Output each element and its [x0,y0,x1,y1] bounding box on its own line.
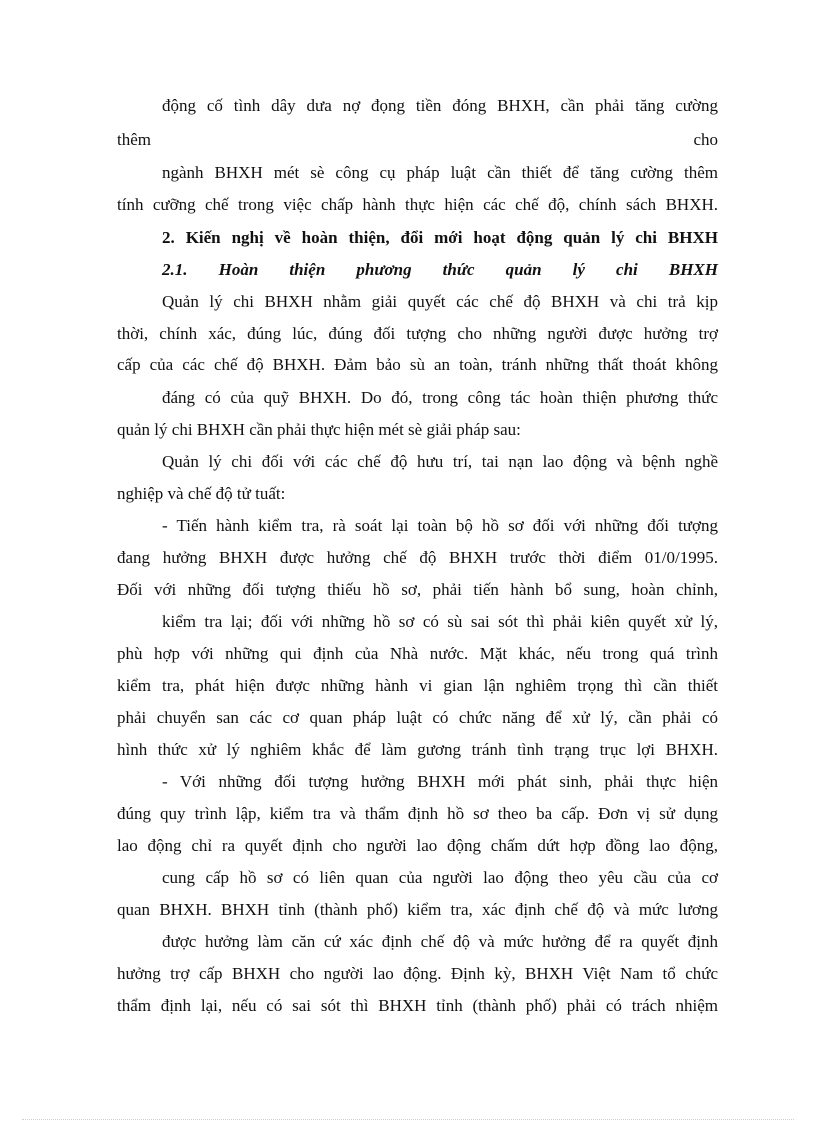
section-heading: 2. Kiến nghị về hoàn thiện, đổi mới hoạt động quản lý chi BHXH [162,228,718,247]
text-line: nghiệp và chế độ tử tuất: [117,484,286,503]
footer-divider [22,1119,794,1120]
text-line: Đối với những đối tượng thiếu hồ sơ, phải tiến hành bổ sung, hoàn chỉnh, [117,580,718,599]
text-line: kiểm tra lại; đối với những hồ sơ có sù sai sót thì phải kiên quyết xử lý, [162,612,718,631]
text-line: lao động chỉ ra quyết định cho người lao động chấm dứt hợp đồng lao động, [117,836,718,855]
text-line: Quản lý chi BHXH nhằm giải quyết các chế độ BHXH và chi trả kịp [162,292,718,311]
text-line: đúng quy trình lập, kiểm tra và thẩm định hồ sơ theo ba cấp. Đơn vị sử dụng [117,804,718,823]
text-line: hình thức xử lý nghiêm khắc để làm gương tránh tình trạng trục lợi BHXH. [117,740,718,759]
text-line: cấp của các chế độ BHXH. Đảm bảo sù an toàn, tránh những thất thoát không [117,355,718,374]
text-line: đáng có của quỹ BHXH. Do đó, trong công tác hoàn thiện phương thức [162,388,718,407]
subsection-heading: 2.1. Hoàn thiện phương thức quản lý chi BHXH [162,260,718,279]
text-line: kiểm tra, phát hiện được những hành vi gian lận nghiêm trọng thì cần thiết [117,676,718,695]
text-line: quan BHXH. BHXH tỉnh (thành phố) kiểm tra, xác định chế độ và mức lương [117,900,718,919]
text-line: - Tiến hành kiểm tra, rà soát lại toàn bộ hồ sơ đối với những đối tượng [162,516,718,535]
text-line: hưởng trợ cấp BHXH cho người lao động. Định kỳ, BHXH Việt Nam tổ chức [117,964,718,983]
text-line: quản lý chi BHXH cần phải thực hiện mét sè giải pháp sau: [117,420,521,439]
text-line: động cố tình dây dưa nợ đọng tiền đóng BHXH, cần phải tăng cường [162,96,718,115]
text-line: Quản lý chi đối với các chế độ hưu trí, tai nạn lao động và bệnh nghề [162,452,718,471]
text-line: được hưởng làm căn cứ xác định chế độ và mức hưởng để ra quyết định [162,932,718,951]
text-line: phải chuyển san các cơ quan pháp luật có chức năng để xử lý, cần phải có [117,708,718,727]
text-line: tính cưỡng chế trong việc chấp hành thực hiện các chế độ, chính sách BHXH. [117,195,718,214]
text-line: thời, chính xác, đúng lúc, đúng đối tượng cho những người được hưởng trợ [117,324,718,343]
text-line: đang hưởng BHXH được hưởng chế độ BHXH trước thời điểm 01/0/1995. [117,548,718,567]
text-line: thêm cho [117,130,718,149]
text-line: cung cấp hồ sơ có liên quan của người lao động theo yêu cầu của cơ [162,868,718,887]
text-line: thẩm định lại, nếu có sai sót thì BHXH tỉnh (thành phố) phải có trách nhiệm [117,996,718,1015]
text-line: ngành BHXH mét sè công cụ pháp luật cần thiết để tăng cường thêm [162,163,718,182]
text-line: - Với những đối tượng hưởng BHXH mới phát sinh, phải thực hiện [162,772,718,791]
text-line: phù hợp với những qui định của Nhà nước. Mặt khác, nếu trong quá trình [117,644,718,663]
